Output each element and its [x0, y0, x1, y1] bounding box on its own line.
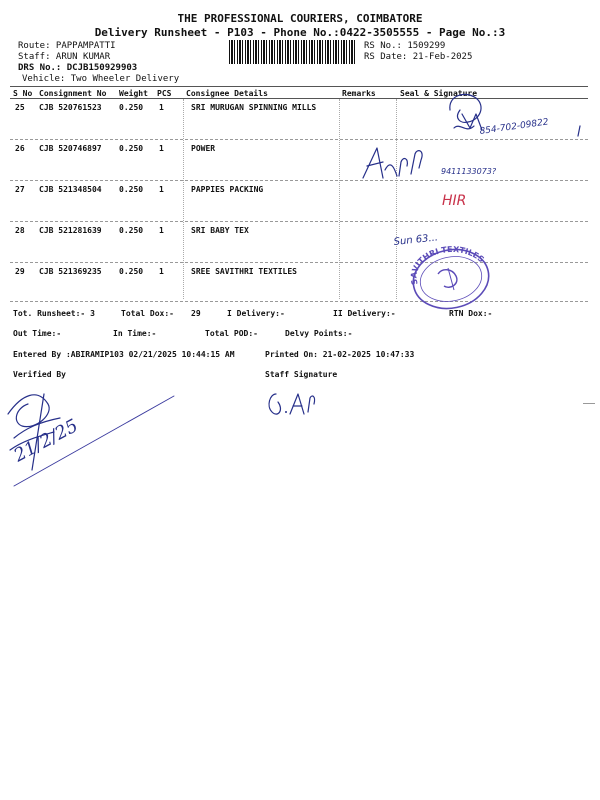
company-stamp [408, 246, 498, 316]
row-weight: 0.250 [119, 103, 144, 112]
row-sno: 27 [15, 185, 25, 194]
i-delivery: I Delivery:- [227, 309, 285, 318]
row-consignee: PAPPIES PACKING [191, 185, 264, 194]
row-sno: 25 [15, 103, 25, 112]
staff-label: Staff: ARUN KUMAR [18, 52, 111, 62]
row-sno: 29 [15, 267, 25, 276]
table-top-rule [10, 86, 588, 87]
runsheet-title: Delivery Runsheet - P103 - Phone No.:0422-3505555 - Page No.:3 [94, 26, 506, 39]
row-pcs: 1 [159, 226, 164, 235]
in-time: In Time:- [113, 329, 157, 338]
entered-by: Entered By :ABIRAMIP103 02/21/2025 10:44:15 AM [13, 350, 235, 359]
verified-signature [4, 374, 179, 489]
stamp-text: SAVITHRI TEXTILES [409, 244, 486, 286]
staff-signature-label: Staff Signature [265, 370, 338, 379]
col-consignee: Consignee Details [186, 89, 268, 98]
row-consignment: CJB 520761523 [39, 103, 102, 112]
company-name: THE PROFESSIONAL COURIERS, COIMBATORE [177, 12, 423, 25]
signature-row-26 [355, 140, 555, 185]
delvy-points: Delvy Points:- [285, 329, 353, 338]
total-dox-label: Total Dox:- [121, 309, 174, 318]
col-weight: Weight [119, 89, 148, 98]
row-pcs: 1 [159, 267, 164, 276]
row-consignee: SRI BABY TEX [191, 226, 249, 235]
row-pcs: 1 [159, 144, 164, 153]
margin-mark [583, 403, 595, 404]
col-seal: Seal & Signature [400, 89, 478, 98]
row27-note: HIR [442, 193, 467, 209]
svg-text:SAVITHRI TEXTILES [409, 245, 485, 286]
printed-on: Printed On: 21-02-2025 10:47:33 [265, 350, 415, 359]
total-pod: Total POD:- [205, 329, 258, 338]
row-consignment: CJB 521281639 [39, 226, 102, 235]
verified-date: 21/2/25 [10, 415, 82, 467]
barcode [229, 40, 357, 64]
row-consignment: CJB 521369235 [39, 267, 102, 276]
row-consignee: POWER [191, 144, 216, 153]
row-divider [10, 262, 588, 263]
route-label: Route: PAPPAMPATTI [18, 41, 116, 51]
row-consignee: SREE SAVITHRI TEXTILES [191, 267, 297, 276]
signature-row-25 [440, 88, 590, 143]
total-dox-value: 29 [191, 309, 201, 318]
tot-runsheet: Tot. Runsheet:- 3 [13, 309, 95, 318]
rs-date: RS Date: 21-Feb-2025 [364, 52, 473, 62]
col-consignment: Consignment No [39, 89, 107, 98]
col-sno: S No [13, 89, 33, 98]
row-pcs: 1 [159, 103, 164, 112]
row-weight: 0.250 [119, 185, 144, 194]
col-pcs: PCS [157, 89, 172, 98]
row-sno: 28 [15, 226, 25, 235]
row-divider [10, 301, 588, 302]
staff-signature [262, 388, 332, 422]
col-remarks: Remarks [342, 89, 376, 98]
row-pcs: 1 [159, 185, 164, 194]
verified-by-label: Verified By [13, 370, 66, 379]
drs-number: DRS No.: DCJB150929903 [18, 63, 138, 73]
row-divider [10, 221, 588, 222]
rtn-dox: RTN Dox:- [449, 309, 493, 318]
col-separator [339, 99, 340, 299]
row-consignee: SRI MURUGAN SPINNING MILLS [191, 103, 317, 112]
row25-phone: 854-702-09822 [479, 117, 550, 137]
row-consignment: CJB 521348504 [39, 185, 102, 194]
row-weight: 0.250 [119, 267, 144, 276]
col-separator [396, 99, 397, 299]
out-time: Out Time:- [13, 329, 62, 338]
ii-delivery: II Delivery:- [333, 309, 396, 318]
row-sno: 26 [15, 144, 25, 153]
vehicle-label: Vehicle: Two Wheeler Delivery [22, 74, 180, 84]
row-consignment: CJB 520746897 [39, 144, 102, 153]
row-weight: 0.250 [119, 144, 144, 153]
row28-phone: Sun 63... [393, 232, 439, 248]
row-weight: 0.250 [119, 226, 144, 235]
rs-number: RS No.: 1509299 [364, 41, 446, 51]
row26-phone: 9411133073? [441, 167, 497, 176]
col-separator [183, 99, 184, 299]
